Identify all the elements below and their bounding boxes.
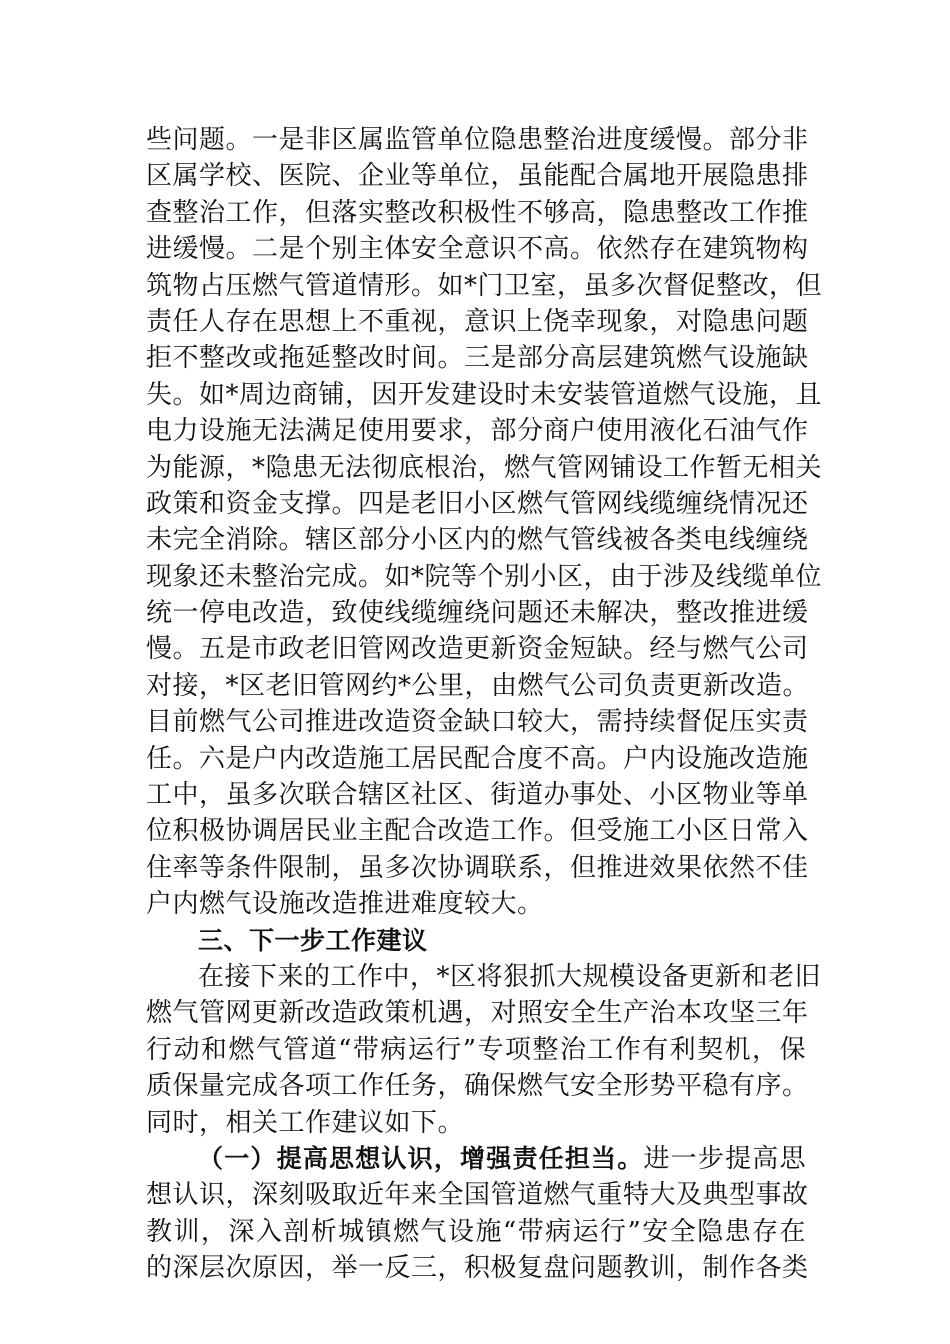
paragraph-line: 住率等条件限制，虽多次协调联系，但推进效果依然不佳 bbox=[146, 852, 809, 883]
document-body bbox=[146, 122, 823, 1287]
paragraph-line: 现象还未整治完成。如*院等个别小区，由于涉及线缆单位 bbox=[146, 561, 823, 592]
paragraph-line: 为能源，*隐患无法彻底根治，燃气管网铺设工作暂无相关 bbox=[146, 452, 823, 483]
paragraph-line: 失。如*周边商铺，因开发建设时未安装管道燃气设施，且 bbox=[146, 379, 823, 410]
paragraph-line: 行动和燃气管道“带病运行”专项整治工作有利契机，保 bbox=[146, 1034, 806, 1065]
paragraph-line bbox=[146, 1141, 806, 1177]
paragraph-line: 统一停电改造，致使线缆缠绕问题还未解决，整改推进缓 bbox=[146, 598, 809, 629]
paragraph-line: 未完全消除。辖区部分小区内的燃气管线被各类电线缠绕 bbox=[146, 525, 809, 556]
paragraph-line: 查整治工作，但落实整改积极性不够高，隐患整改工作推 bbox=[146, 197, 809, 228]
paragraph-line: 工中，虽多次联合辖区社区、街道办事处、小区物业等单 bbox=[146, 780, 809, 811]
paragraph-line: 教训，深入剖析城镇燃气设施“带病运行”安全隐患存在 bbox=[146, 1216, 806, 1247]
paragraph-line: 拒不整改或拖延整改时间。三是部分高层建筑燃气设施缺 bbox=[146, 343, 809, 374]
paragraph-line: 对接，*区老旧管网约*公里，由燃气公司负责更新改造。 bbox=[146, 670, 810, 701]
intro-paragraph bbox=[146, 959, 822, 1141]
paragraph-line: 区属学校、医院、企业等单位，虽能配合属地开展隐患排 bbox=[146, 161, 809, 192]
section-heading: 三、下一步工作建议 bbox=[198, 925, 428, 955]
paragraph-line: 慢。五是市政老旧管网改造更新资金短缺。经与燃气公司 bbox=[146, 634, 809, 665]
paragraph-line: 位积极协调居民业主配合改造工作。但受施工小区日常入 bbox=[146, 816, 809, 847]
paragraph-line: 目前燃气公司推进改造资金缺口较大，需持续督促压实责 bbox=[146, 707, 809, 738]
paragraph-line: 在接下来的工作中，*区将狠抓大规模设备更新和老旧 bbox=[198, 961, 822, 992]
paragraph-line: 筑物占压燃气管道情形。如*门卫室，虽多次督促整改，但 bbox=[146, 270, 823, 301]
paragraph-line: 的深层次原因，举一反三，积极复盘问题教训，制作各类 bbox=[146, 1253, 809, 1284]
paragraph-line: 政策和资金支撑。四是老旧小区燃气管网线缆缠绕情况还 bbox=[146, 488, 809, 519]
paragraph-line: 些问题。一是非区属监管单位隐患整治进度缓慢。部分非 bbox=[146, 125, 809, 155]
paragraph-line: 质保量完成各项工作任务，确保燃气安全形势平稳有序。 bbox=[146, 1071, 809, 1102]
item1-first-line-text: 进一步提高思 bbox=[643, 1143, 806, 1174]
paragraph-line: 任。六是户内改造施工居民配合度不高。户内设施改造施 bbox=[146, 743, 809, 774]
paragraph-line: 燃气管网更新改造政策机遇，对照安全生产治本攻坚三年 bbox=[146, 998, 809, 1029]
item1-paragraph bbox=[146, 1141, 809, 1287]
paragraph-line: 户内燃气设施改造推进难度较大。 bbox=[146, 889, 544, 920]
paragraph-line: 想认识，深刻吸取近年来全国管道燃气重特大及典型事故 bbox=[146, 1180, 809, 1211]
paragraph-line: 电力设施无法满足使用要求，部分商户使用液化石油气作 bbox=[146, 416, 809, 447]
item1-heading: （一）提高思想认识，增强责任担当。 bbox=[198, 1143, 644, 1173]
paragraph-line: 同时，相关工作建议如下。 bbox=[146, 1107, 465, 1138]
paragraph-line: 进缓慢。二是个别主体安全意识不高。依然存在建筑物构 bbox=[146, 234, 809, 265]
problems-paragraph bbox=[146, 122, 823, 923]
paragraph-line: 责任人存在思想上不重视，意识上侥幸现象，对隐患问题 bbox=[146, 306, 809, 337]
